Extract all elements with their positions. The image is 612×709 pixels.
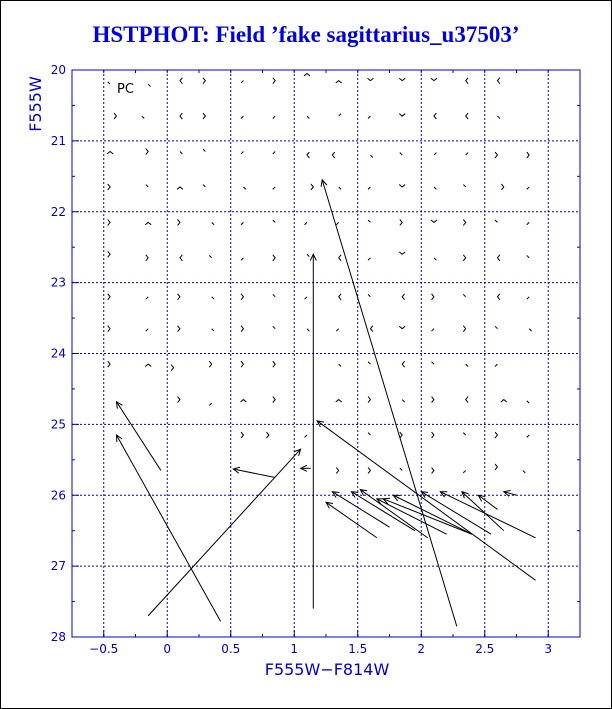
- y-tick-label: 24: [50, 346, 66, 361]
- error-marker: [273, 152, 275, 154]
- error-marker: [466, 397, 468, 403]
- error-marker: [399, 78, 405, 80]
- error-marker: [368, 187, 370, 189]
- error-marker: [212, 222, 214, 224]
- error-marker: [402, 294, 404, 300]
- error-marker: [466, 113, 468, 119]
- error-marker: [370, 155, 372, 157]
- arrow-shaft: [478, 495, 497, 509]
- error-marker: [339, 114, 341, 116]
- arrow-shaft: [462, 492, 504, 531]
- error-marker: [527, 297, 529, 299]
- error-marker: [177, 187, 183, 189]
- error-marker: [212, 329, 214, 331]
- error-marker: [146, 185, 148, 187]
- error-marker: [307, 254, 309, 256]
- arrow-shaft: [233, 469, 275, 478]
- displacement-arrow: [440, 492, 535, 538]
- error-marker: [434, 258, 436, 260]
- error-marker: [107, 152, 113, 154]
- error-marker: [212, 297, 214, 299]
- error-marker: [273, 255, 275, 261]
- error-marker: [368, 397, 370, 403]
- error-marker: [399, 252, 405, 254]
- displacement-arrow: [351, 492, 415, 531]
- x-tick-label: 1: [290, 642, 299, 656]
- markers: [107, 74, 531, 474]
- ticks: [51, 63, 580, 656]
- error-marker: [466, 78, 468, 84]
- error-marker: [432, 397, 434, 403]
- error-marker: [241, 116, 243, 118]
- error-marker: [241, 361, 243, 367]
- error-marker: [241, 81, 243, 83]
- arrow-head: [116, 402, 122, 409]
- error-marker: [240, 400, 246, 402]
- error-marker: [203, 185, 205, 187]
- error-marker: [434, 187, 436, 189]
- error-marker: [368, 433, 370, 435]
- error-marker: [368, 467, 370, 473]
- error-marker: [209, 403, 211, 405]
- error-marker: [402, 400, 404, 402]
- error-marker: [273, 220, 275, 222]
- y-tick-label: 21: [50, 133, 66, 148]
- error-marker: [336, 467, 338, 473]
- error-marker: [368, 362, 370, 364]
- x-tick-label: 2: [417, 642, 426, 656]
- y-axis-label: F555W: [26, 76, 45, 132]
- error-marker: [180, 152, 182, 154]
- error-marker: [431, 78, 437, 80]
- error-marker: [466, 364, 468, 366]
- vectors: [116, 180, 535, 627]
- error-marker: [209, 361, 211, 367]
- error-marker: [432, 432, 434, 438]
- error-marker: [305, 222, 307, 224]
- error-marker: [463, 433, 465, 435]
- error-marker: [241, 432, 243, 438]
- error-marker: [368, 294, 370, 296]
- x-tick-label: 3: [544, 642, 553, 656]
- error-marker: [367, 78, 373, 80]
- y-tick-label: 22: [50, 204, 66, 219]
- error-marker: [332, 152, 334, 158]
- error-marker: [527, 401, 529, 403]
- displacement-arrow: [478, 495, 497, 509]
- error-marker: [146, 149, 148, 155]
- error-marker: [400, 153, 402, 155]
- error-marker: [432, 294, 434, 300]
- error-marker: [273, 397, 275, 403]
- error-marker: [400, 219, 402, 225]
- error-marker: [527, 152, 529, 158]
- error-marker: [400, 468, 402, 470]
- displacement-arrow: [301, 465, 311, 471]
- displacement-arrow: [310, 254, 316, 608]
- error-marker: [203, 113, 205, 119]
- displacement-arrow: [233, 467, 275, 477]
- error-marker: [529, 329, 531, 331]
- error-marker: [241, 326, 243, 332]
- error-marker: [180, 255, 182, 261]
- x-tick-label: 0: [163, 642, 172, 656]
- error-marker: [527, 435, 529, 437]
- error-marker: [463, 470, 465, 472]
- error-marker: [370, 326, 372, 332]
- arrow-head: [326, 502, 333, 508]
- arrow-head: [332, 492, 339, 498]
- x-axis-label: F555W−F814W: [264, 660, 390, 679]
- error-marker: [203, 149, 205, 151]
- error-marker: [434, 153, 436, 155]
- arrow-shaft: [351, 492, 415, 531]
- error-marker: [463, 255, 465, 261]
- grid: [72, 70, 580, 637]
- displacement-arrow: [321, 180, 457, 627]
- panel-label: PC: [117, 82, 134, 97]
- error-marker: [178, 219, 180, 225]
- error-marker: [209, 255, 211, 257]
- arrow-head: [421, 492, 428, 498]
- arrow-shaft: [322, 180, 457, 627]
- error-marker: [497, 294, 499, 300]
- error-marker: [463, 185, 465, 187]
- error-marker: [146, 255, 148, 261]
- error-marker: [495, 220, 497, 222]
- error-marker: [305, 297, 307, 299]
- error-marker: [339, 294, 341, 300]
- error-marker: [108, 326, 110, 332]
- error-marker: [432, 329, 434, 331]
- error-marker: [466, 153, 468, 155]
- error-marker: [431, 220, 437, 222]
- error-marker: [307, 152, 309, 158]
- error-marker: [432, 467, 434, 473]
- x-tick-label: 1.5: [348, 642, 368, 656]
- error-marker: [495, 326, 497, 328]
- error-marker: [399, 326, 405, 328]
- error-marker: [108, 219, 110, 225]
- error-marker: [178, 294, 180, 300]
- error-marker: [336, 81, 342, 83]
- error-marker: [497, 116, 499, 118]
- error-marker: [307, 329, 309, 331]
- error-marker: [463, 326, 465, 332]
- error-marker: [171, 365, 173, 371]
- displacement-arrow: [462, 492, 504, 531]
- error-marker: [178, 397, 180, 403]
- y-tick-label: 28: [50, 630, 66, 644]
- error-marker: [273, 361, 275, 367]
- x-tick-label: 2.5: [475, 642, 495, 656]
- error-marker: [241, 222, 243, 224]
- error-marker: [399, 185, 405, 187]
- arrow-shaft: [326, 502, 377, 537]
- error-marker: [339, 364, 341, 366]
- error-marker: [495, 152, 497, 158]
- error-marker: [497, 78, 499, 84]
- error-marker: [145, 364, 151, 366]
- x-tick-label: 0.5: [221, 642, 241, 656]
- error-marker: [108, 82, 110, 84]
- error-marker: [148, 84, 150, 86]
- error-marker: [243, 187, 245, 189]
- error-marker: [527, 187, 529, 189]
- error-marker: [108, 361, 110, 367]
- error-marker: [523, 470, 525, 472]
- error-marker: [339, 187, 341, 189]
- error-marker: [336, 329, 338, 331]
- y-tick-label: 23: [50, 275, 66, 290]
- error-marker: [145, 222, 151, 224]
- error-marker: [305, 435, 307, 437]
- error-marker: [142, 116, 144, 118]
- error-marker: [273, 187, 275, 189]
- error-marker: [495, 364, 497, 366]
- error-marker: [495, 432, 497, 438]
- error-marker: [501, 184, 503, 190]
- y-tick-label: 25: [50, 417, 66, 432]
- error-marker: [527, 255, 529, 257]
- chart-title: HSTPHOT: Field ’fake sagittarius_u37503’: [92, 22, 520, 47]
- error-marker: [241, 152, 243, 154]
- error-marker: [273, 78, 275, 84]
- x-tick-label: −0.5: [89, 642, 119, 656]
- error-marker: [368, 220, 370, 222]
- error-marker: [108, 294, 110, 300]
- error-marker: [108, 251, 110, 257]
- error-marker: [178, 326, 180, 332]
- error-marker: [501, 400, 507, 402]
- error-marker: [432, 362, 434, 364]
- error-marker: [463, 294, 465, 296]
- error-marker: [307, 116, 309, 118]
- error-marker: [368, 116, 370, 118]
- error-marker: [114, 113, 116, 119]
- y-tick-label: 20: [50, 63, 66, 77]
- error-marker: [273, 326, 275, 328]
- error-marker: [146, 329, 148, 331]
- error-marker: [273, 116, 275, 118]
- error-marker: [273, 294, 275, 296]
- error-marker: [241, 258, 243, 260]
- arrow-shaft: [116, 402, 160, 471]
- error-marker: [311, 184, 313, 190]
- error-marker: [336, 400, 342, 402]
- error-marker: [368, 258, 370, 260]
- error-marker: [266, 432, 268, 438]
- error-marker: [399, 114, 405, 116]
- displacement-arrow: [326, 502, 377, 537]
- error-marker: [527, 222, 529, 224]
- error-marker: [495, 464, 497, 470]
- displacement-arrow: [317, 421, 535, 580]
- error-marker: [402, 361, 404, 367]
- displacement-arrow: [116, 402, 160, 471]
- error-marker: [463, 219, 465, 225]
- error-marker: [434, 113, 436, 119]
- error-marker: [203, 78, 205, 84]
- error-marker: [304, 74, 310, 76]
- error-marker: [180, 78, 182, 84]
- error-marker: [146, 297, 148, 299]
- error-marker: [339, 255, 341, 261]
- arrow-shaft: [440, 492, 535, 538]
- arrow-shaft: [317, 421, 535, 580]
- error-marker: [241, 294, 243, 300]
- error-marker: [108, 184, 110, 190]
- y-tick-label: 26: [50, 488, 66, 503]
- error-marker: [180, 113, 182, 119]
- error-marker: [497, 255, 499, 261]
- error-marker: [336, 222, 338, 224]
- y-tick-label: 27: [50, 559, 66, 574]
